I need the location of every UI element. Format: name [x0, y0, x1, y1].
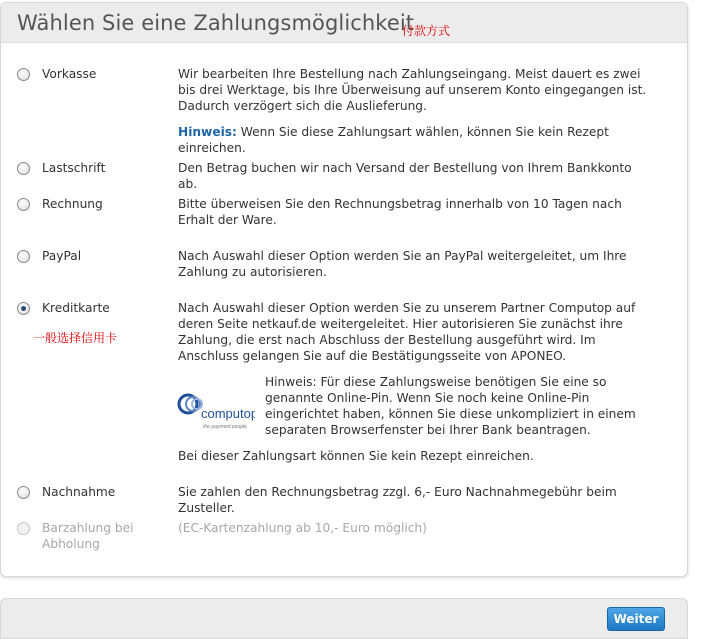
option-description-kreditkarte: Nach Auswahl dieser Option werden Sie zu unserem Partner Computop auf deren Seite netkauf.de weitergeleitet. Hier autorisieren Sie zunächst ihre Zahlung, die erst nach Abschluss der Bestellung ausgeführt wird. Im Anschluss gelangen Sie auf die Bestätigungsseite von APONEO.: [178, 301, 636, 363]
radio-paypal[interactable]: [17, 250, 30, 263]
option-description-rechnung: Bitte überweisen Sie den Rechnungsbetrag innerhalb von 10 Tagen nach Erhalt der Ware.: [178, 197, 622, 227]
option-description-lastschrift: Den Betrag buchen wir nach Versand der Bestellung von Ihrem Bankkonto ab.: [178, 161, 632, 191]
radio-kreditkarte[interactable]: [17, 302, 30, 315]
option-description-barzahlung: (EC-Kartenzahlung ab 10,- Euro möglich): [178, 521, 427, 535]
option-label-lastschrift[interactable]: Lastschrift: [42, 161, 106, 175]
panel-header: [1, 3, 687, 43]
computop-tagline: the payment people: [203, 424, 247, 430]
next-button[interactable]: Weiter: [607, 607, 665, 631]
option-label-vorkasse[interactable]: Vorkasse: [42, 67, 97, 81]
radio-lastschrift[interactable]: [17, 162, 30, 175]
option-label-kreditkarte[interactable]: Kreditkarte: [42, 301, 110, 315]
option-label-paypal[interactable]: PayPal: [42, 249, 82, 263]
vorkasse-description-text: Wir bearbeiten Ihre Bestellung nach Zahlungseingang. Meist dauert es zwei bis drei Werktage, bis Ihre Überweisung auf unserem Konto eingegangen ist. Dadurch verzögert sich die Auslieferung.: [178, 67, 647, 113]
option-label-rechnung[interactable]: Rechnung: [42, 197, 103, 211]
footer-bar: [0, 598, 688, 639]
vorkasse-hint: [178, 124, 653, 156]
radio-vorkasse[interactable]: [17, 68, 30, 81]
computop-hint-text: Hinweis: Für diese Zahlungsweise benötigen Sie eine so genannte Online-Pin. Wenn Sie noch keine Online-Pin eingerichtet haben, können Sie diese unkompliziert in einem separaten Browserfenster bei Ihrer Bank beantragen.: [265, 375, 636, 437]
computop-logo-icon: [177, 388, 255, 432]
radio-nachnahme[interactable]: [17, 486, 30, 499]
option-label-nachnahme[interactable]: Nachnahme: [42, 485, 116, 499]
hint-label: Hinweis:: [178, 125, 237, 139]
computop-wordmark: computop: [201, 406, 255, 421]
title-annotation: 付款方式: [402, 24, 451, 38]
hint-text: Wenn Sie diese Zahlungsart wählen, können Sie kein Rezept einreichen.: [178, 125, 609, 155]
computop-logo: [177, 388, 255, 432]
option-label-barzahlung: Barzahlung bei Abholung: [42, 521, 134, 551]
radio-barzahlung: [17, 522, 30, 535]
kreditkarte-annotation: 一般选择信用卡: [33, 331, 118, 345]
radio-rechnung[interactable]: [17, 198, 30, 211]
kreditkarte-note: Bei dieser Zahlungsart können Sie kein Rezept einreichen.: [178, 449, 534, 463]
option-description-nachnahme: Sie zahlen den Rechnungsbetrag zzgl. 6,- Euro Nachnahmegebühr beim Zusteller.: [178, 485, 617, 515]
option-description-paypal: Nach Auswahl dieser Option werden Sie an PayPal weitergeleitet, um Ihre Zahlung zu autorisieren.: [178, 249, 627, 279]
option-description-vorkasse: [178, 66, 653, 156]
page-title: Wählen Sie eine Zahlungsmöglichkeit: [17, 11, 415, 35]
